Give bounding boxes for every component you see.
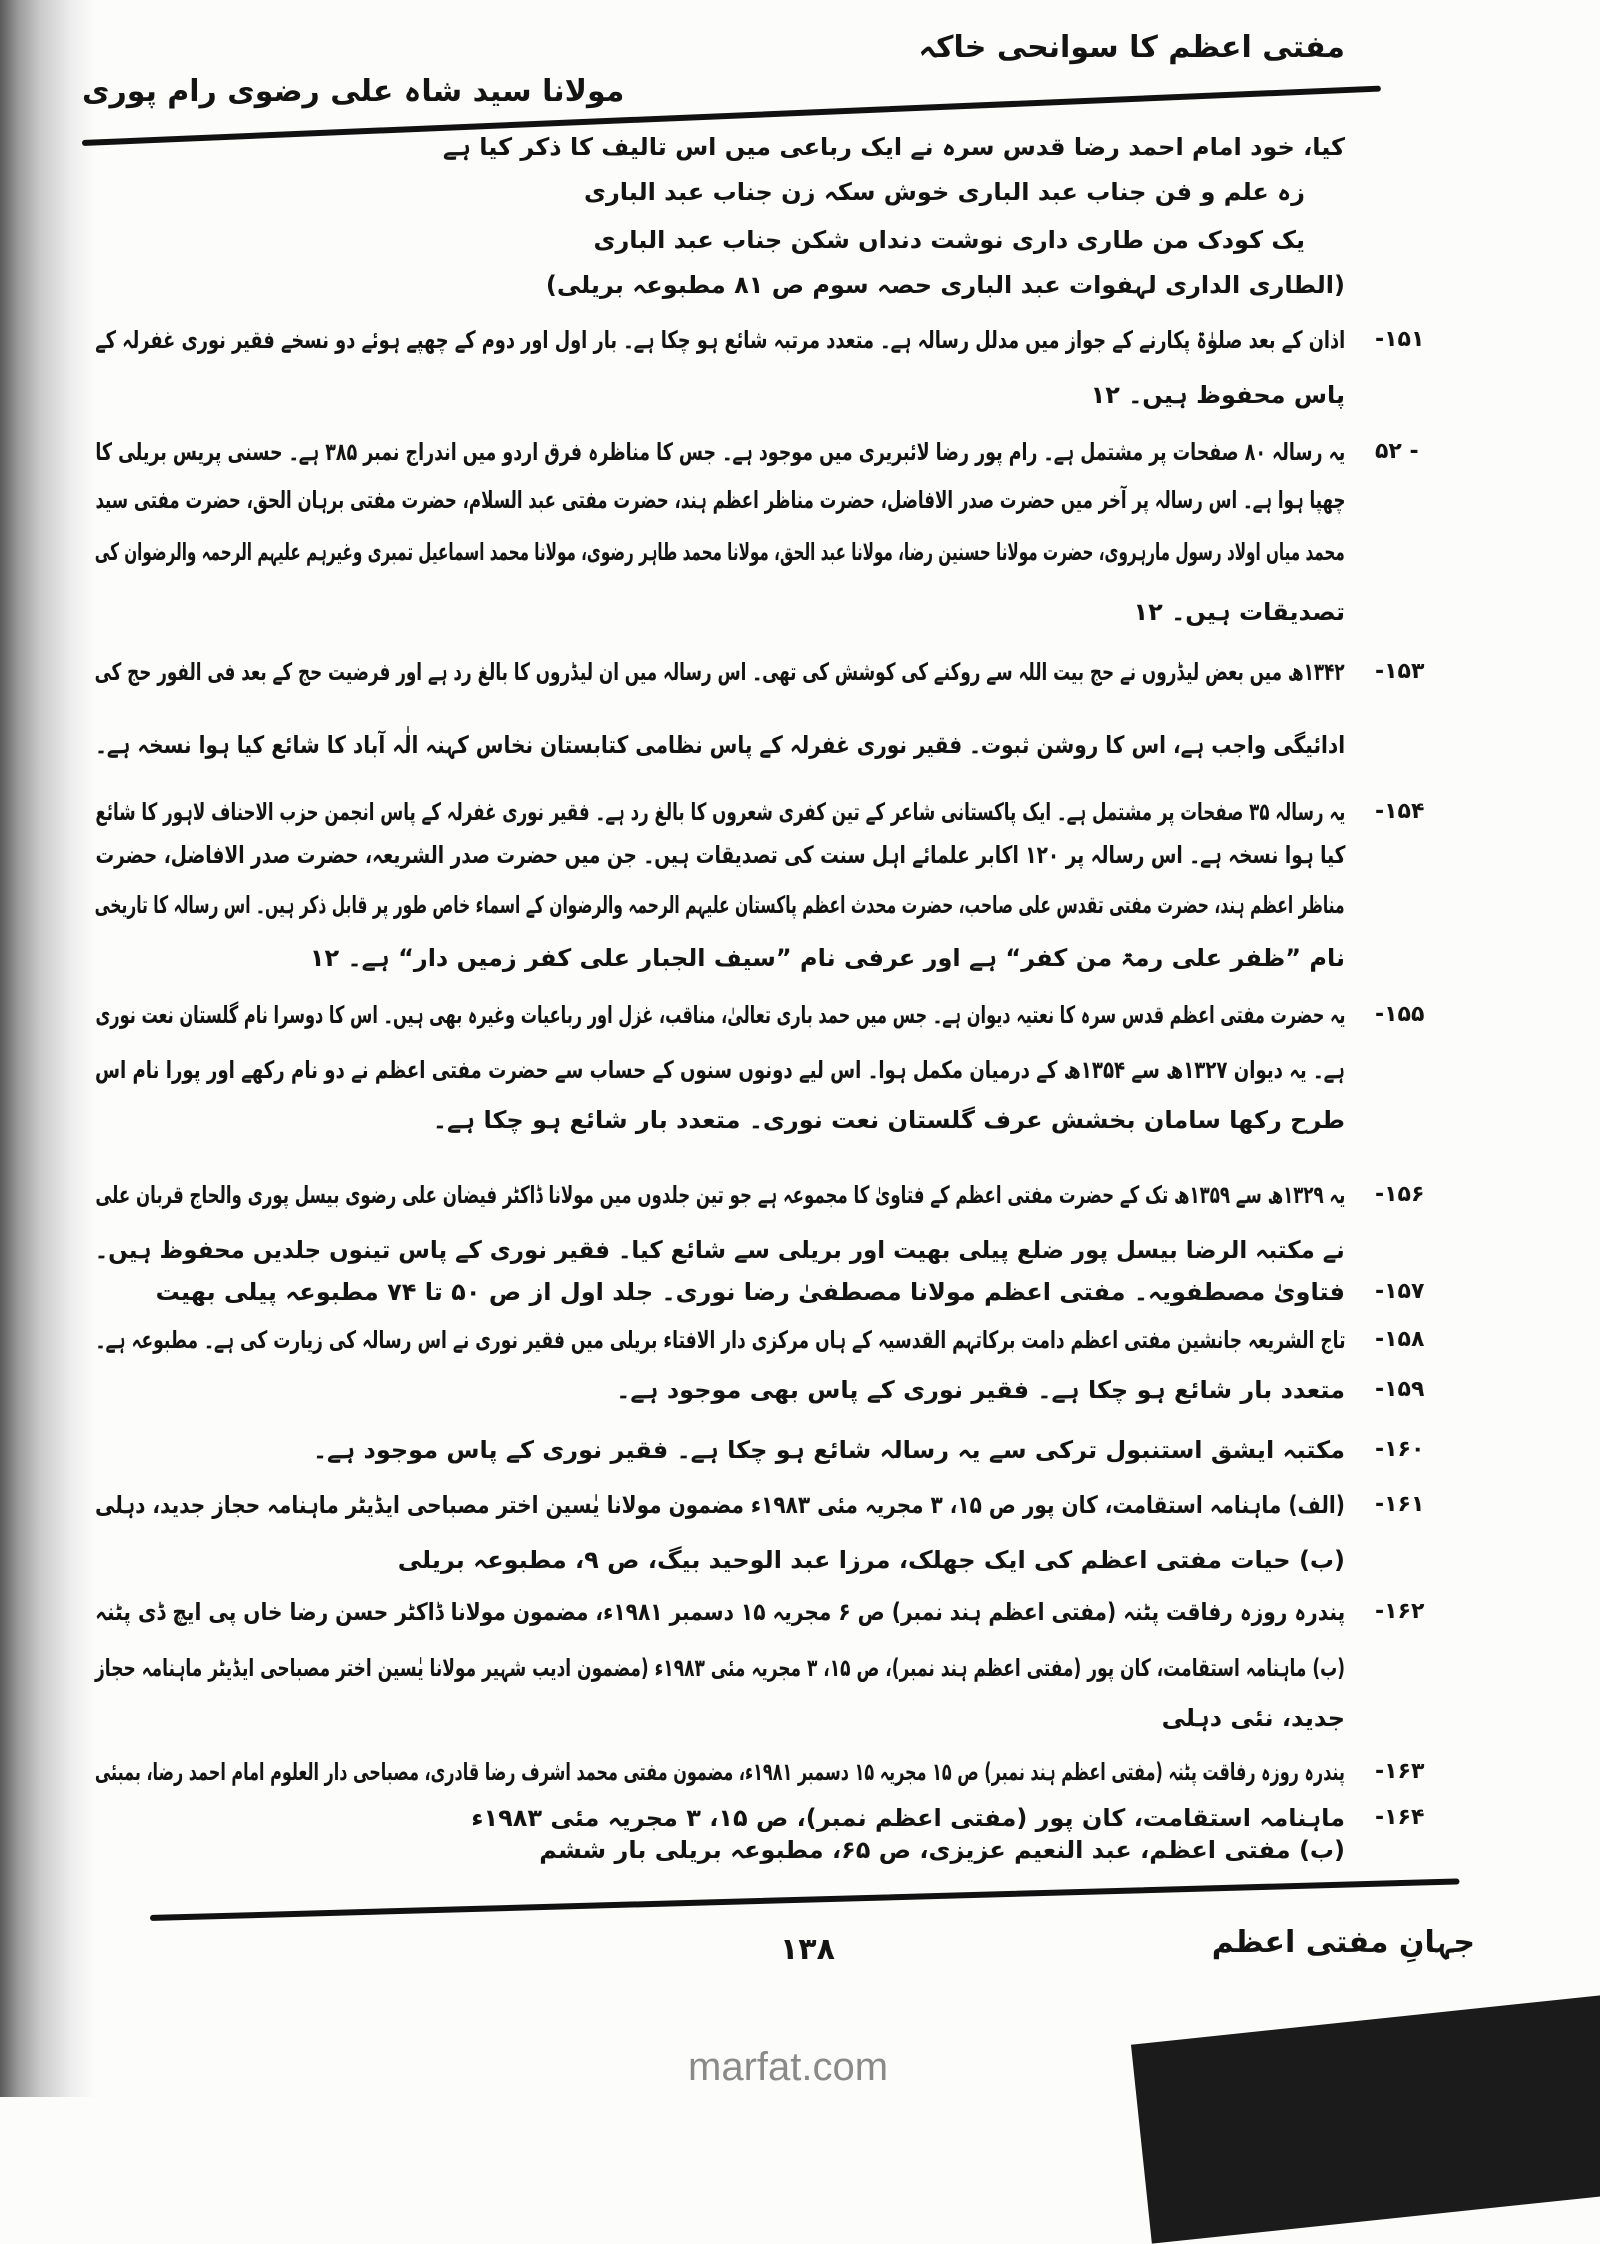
entry-text-line: پندرہ روزہ رفاقت پٹنہ (مفتی اعظم ہند نمبر) ص ۱۵ مجریہ ۱۵ دسمبر ۱۹۸۱ء، مضمون مفتی محمد اشرف رضا قادری، مصباحی دار العلوم امام احمد رضا، بمبئی <box>95 1758 1345 1786</box>
entry-number: -۱۶۴ <box>1375 1805 1425 1830</box>
entry-text-line: یہ ۱۳۲۹ھ سے ۱۳۵۹ھ تک کے حضرت مفتی اعظم کے فتاویٰ کا مجموعہ ہے جو تین جلدوں میں مولانا ڈاکٹر فیضان علی رضوی بیسل پوری والحاج قربان علی <box>95 1181 1345 1209</box>
entry-text-line: ہے۔ یہ دیوان ۱۳۲۷ھ سے ۱۳۵۴ھ کے درمیان مکمل ہوا۔ اس لیے دونوں سنوں کے حساب سے حضرت مفتی اعظم نے دو نام رکھے اور پورا نام اس <box>95 1056 1345 1084</box>
entry-text-line: مکتبہ ایشق استنبول ترکی سے یہ رسالہ شائع ہو چکا ہے۔ فقیر نوری کے پاس موجود ہے۔ <box>312 1436 1345 1464</box>
entry-text-line: طرح رکھا سامان بخشش عرف گلستان نعت نوری۔ متعدد بار شائع ہو چکا ہے۔ <box>432 1106 1345 1134</box>
entry-number: -۱۶۱ <box>1375 1492 1425 1517</box>
entry-text-line: اذان کے بعد صلوٰۃ پکارنے کے جواز میں مدلل رسالہ ہے۔ متعدد مرتبہ شائع ہو چکا ہے۔ بار اول اور دوم کے چھپے ہوئے دو نسخے فقیر نوری غفرلہ کے <box>95 326 1345 354</box>
entry-text-line: یہ رسالہ ۳۵ صفحات پر مشتمل ہے۔ ایک پاکستانی شاعر کے تین کفری شعروں کا بالغ رد ہے۔ فقیر نوری غفرلہ کے پاس انجمن حزب الاحناف لاہور کا شائع <box>95 798 1345 826</box>
entry-number: -۱۵۸ <box>1375 1327 1425 1352</box>
verse-line: یک کودک من طاری داری نوشت دنداں شکن جناب عبد الباری <box>593 226 1305 254</box>
entry-number: -۱۵۶ <box>1375 1182 1425 1207</box>
entry-text-line: (ب) حیات مفتی اعظم کی ایک جھلک، مرزا عبد الوحید بیگ، ص ۹، مطبوعہ بریلی <box>397 1546 1345 1574</box>
entry-text-line: ماہنامہ استقامت، کان پور (مفتی اعظم نمبر)، ص ۱۵، ۳ مجریہ مئی ۱۹۸۳ء <box>471 1804 1345 1832</box>
entry-number: -۱۶۳ <box>1375 1759 1425 1784</box>
entry-number: ۵۲ - <box>1375 439 1419 464</box>
entry-text-line: (ب) ماہنامہ استقامت، کان پور (مفتی اعظم ہند نمبر)، ص ۱۵، ۳ مجریہ مئی ۱۹۸۳ء (مضمون ادیب شہیر مولانا یٰسین اختر مصباحی ایڈیٹر ماہنامہ حجاز <box>95 1654 1345 1682</box>
intro-line: (الطاری الداری لہفوات عبد الباری حصہ سوم ص ۸۱ مطبوعہ بریلی) <box>545 271 1345 299</box>
entry-text-line: نے مکتبہ الرضا بیسل پور ضلع پیلی بھیت اور بریلی سے شائع کیا۔ فقیر نوری کے پاس تینوں جلدیں محفوظ ہیں۔ <box>95 1236 1345 1264</box>
entry-text-line: یہ رسالہ ۸۰ صفحات پر مشتمل ہے۔ رام پور رضا لائبریری میں موجود ہے۔ جس کا مناظرہ فرق اردو میں اندراج نمبر ۳۸۵ ہے۔ حسنی پریس بریلی کا <box>95 438 1345 466</box>
entry-text-line: متعدد بار شائع ہو چکا ہے۔ فقیر نوری کے پاس بھی موجود ہے۔ <box>616 1376 1345 1404</box>
entry-text-line: ۱۳۴۲ھ میں بعض لیڈروں نے حج بیت اللہ سے روکنے کی کوشش کی تھی۔ اس رسالہ میں ان لیڈروں کا بالغ رد ہے اور فرضیت حج کے بعد فی الفور حج کی <box>95 658 1345 686</box>
entry-text-line: ادائیگی واجب ہے، اس کا روشن ثبوت۔ فقیر نوری غفرلہ کے پاس نظامی کتابستان نخاس کہنہ الٰہ آباد کا شائع کیا ہوا نسخہ ہے۔ <box>95 731 1345 759</box>
entry-text-line: نام ”ظفر علی رمۃ من کفر“ ہے اور عرفی نام ”سیف الجبار علی کفر زمیں دار“ ہے۔ ۱۲ <box>309 944 1345 972</box>
intro-line: کیا، خود امام احمد رضا قدس سرہ نے ایک رباعی میں اس تالیف کا ذکر کیا ہے <box>442 133 1345 161</box>
entry-text-line: چھپا ہوا ہے۔ اس رسالہ پر آخر میں حضرت صدر الافاضل، حضرت مناظر اعظم ہند، حضرت مفتی عبد السلام، حضرت مفتی برہان الحق، حضرت مفتی سید <box>95 486 1345 514</box>
entry-number: -۱۶۰ <box>1375 1437 1425 1462</box>
entry-number: -۱۵۱ <box>1375 327 1425 352</box>
entry-text-line: (ب) مفتی اعظم، عبد النعیم عزیزی، ص ۶۵، مطبوعہ بریلی بار ششم <box>539 1836 1345 1864</box>
entry-text-line: تصدیقات ہیں۔ ۱۲ <box>1133 598 1345 626</box>
entry-text-line: (الف) ماہنامہ استقامت، کان پور ص ۱۵، ۳ مجریہ مئی ۱۹۸۳ء مضمون مولانا یٰسین اختر مصباحی ایڈیٹر ماہنامہ حجاز جدید، دہلی <box>95 1491 1345 1519</box>
entry-text-line: پاس محفوظ ہیں۔ ۱۲ <box>1090 381 1345 409</box>
footer-book-title: جہانِ مفتی اعظم <box>1211 1925 1475 1960</box>
page-corner-shadow <box>1131 1990 1600 2243</box>
entry-text-line: کیا ہوا نسخہ ہے۔ اس رسالہ پر ۱۲۰ اکابر علمائے اہل سنت کی تصدیقات ہیں۔ جن میں حضرت صدر الشریعہ، حضرت صدر الافاضل، حضرت <box>95 841 1345 869</box>
entry-number: -۱۵۴ <box>1375 799 1425 824</box>
entry-text-line: محمد میاں اولاد رسول مارہروی، حضرت مولانا حسنین رضا، مولانا عبد الحق، مولانا محمد طاہر رضوی، مولانا محمد اسماعیل تمبری وغیرہم علیہم الرحمہ والرضوان کی <box>95 538 1345 566</box>
entry-number: -۱۵۵ <box>1375 1002 1425 1027</box>
entry-text-line: تاج الشریعہ جانشین مفتی اعظم دامت برکاتہم القدسیہ کے ہاں مرکزی دار الافتاء بریلی میں فقیر نوری نے اس رسالہ کی زیارت کی ہے۔ مطبوعہ ہے۔ <box>95 1326 1345 1354</box>
verse-line: زہ علم و فن جناب عبد الباری خوش سکہ زن جناب عبد الباری <box>583 178 1305 206</box>
page-number: ۱۳۸ <box>780 1932 835 1967</box>
entry-number: -۱۵۳ <box>1375 659 1425 684</box>
entry-text-line: مناظر اعظم ہند، حضرت مفتی تقدس علی صاحب، حضرت محدث اعظم پاکستان علیہم الرحمہ والرضوان کے اسماء خاص طور پر قابل ذکر ہیں۔ اس رسالہ کا تاریخی <box>95 891 1345 919</box>
entry-number: -۱۶۲ <box>1375 1599 1425 1624</box>
watermark: marfat.com <box>688 2045 889 2089</box>
author-name: مولانا سید شاہ علی رضوی رام پوری <box>82 74 625 109</box>
entry-number: -۱۵۷ <box>1375 1279 1425 1304</box>
entry-text-line: فتاویٰ مصطفویہ۔ مفتی اعظم مولانا مصطفیٰ رضا نوری۔ جلد اول از ص ۵۰ تا ۷۴ مطبوعہ پیلی بھیت <box>155 1278 1345 1306</box>
footer-rule <box>150 1878 1460 1921</box>
entry-number: -۱۵۹ <box>1375 1377 1425 1402</box>
chapter-title: مفتی اعظم کا سوانحی خاکہ <box>918 30 1345 65</box>
entry-text-line: یہ حضرت مفتی اعظم قدس سرہ کا نعتیہ دیوان ہے۔ جس میں حمد باری تعالیٰ، مناقب، غزل اور رباعیات وغیرہ بھی ہیں۔ اس کا دوسرا نام گلستان نعت نوری <box>95 1001 1345 1029</box>
page-binding-shadow <box>0 0 95 2097</box>
entry-text-line: پندرہ روزہ رفاقت پٹنہ (مفتی اعظم ہند نمبر) ص ۶ مجریہ ۱۵ دسمبر ۱۹۸۱ء، مضمون مولانا ڈاکٹر حسن رضا خاں پی ایچ ڈی پٹنہ <box>95 1598 1345 1626</box>
entry-text-line: جدید، نئی دہلی <box>1161 1704 1345 1732</box>
